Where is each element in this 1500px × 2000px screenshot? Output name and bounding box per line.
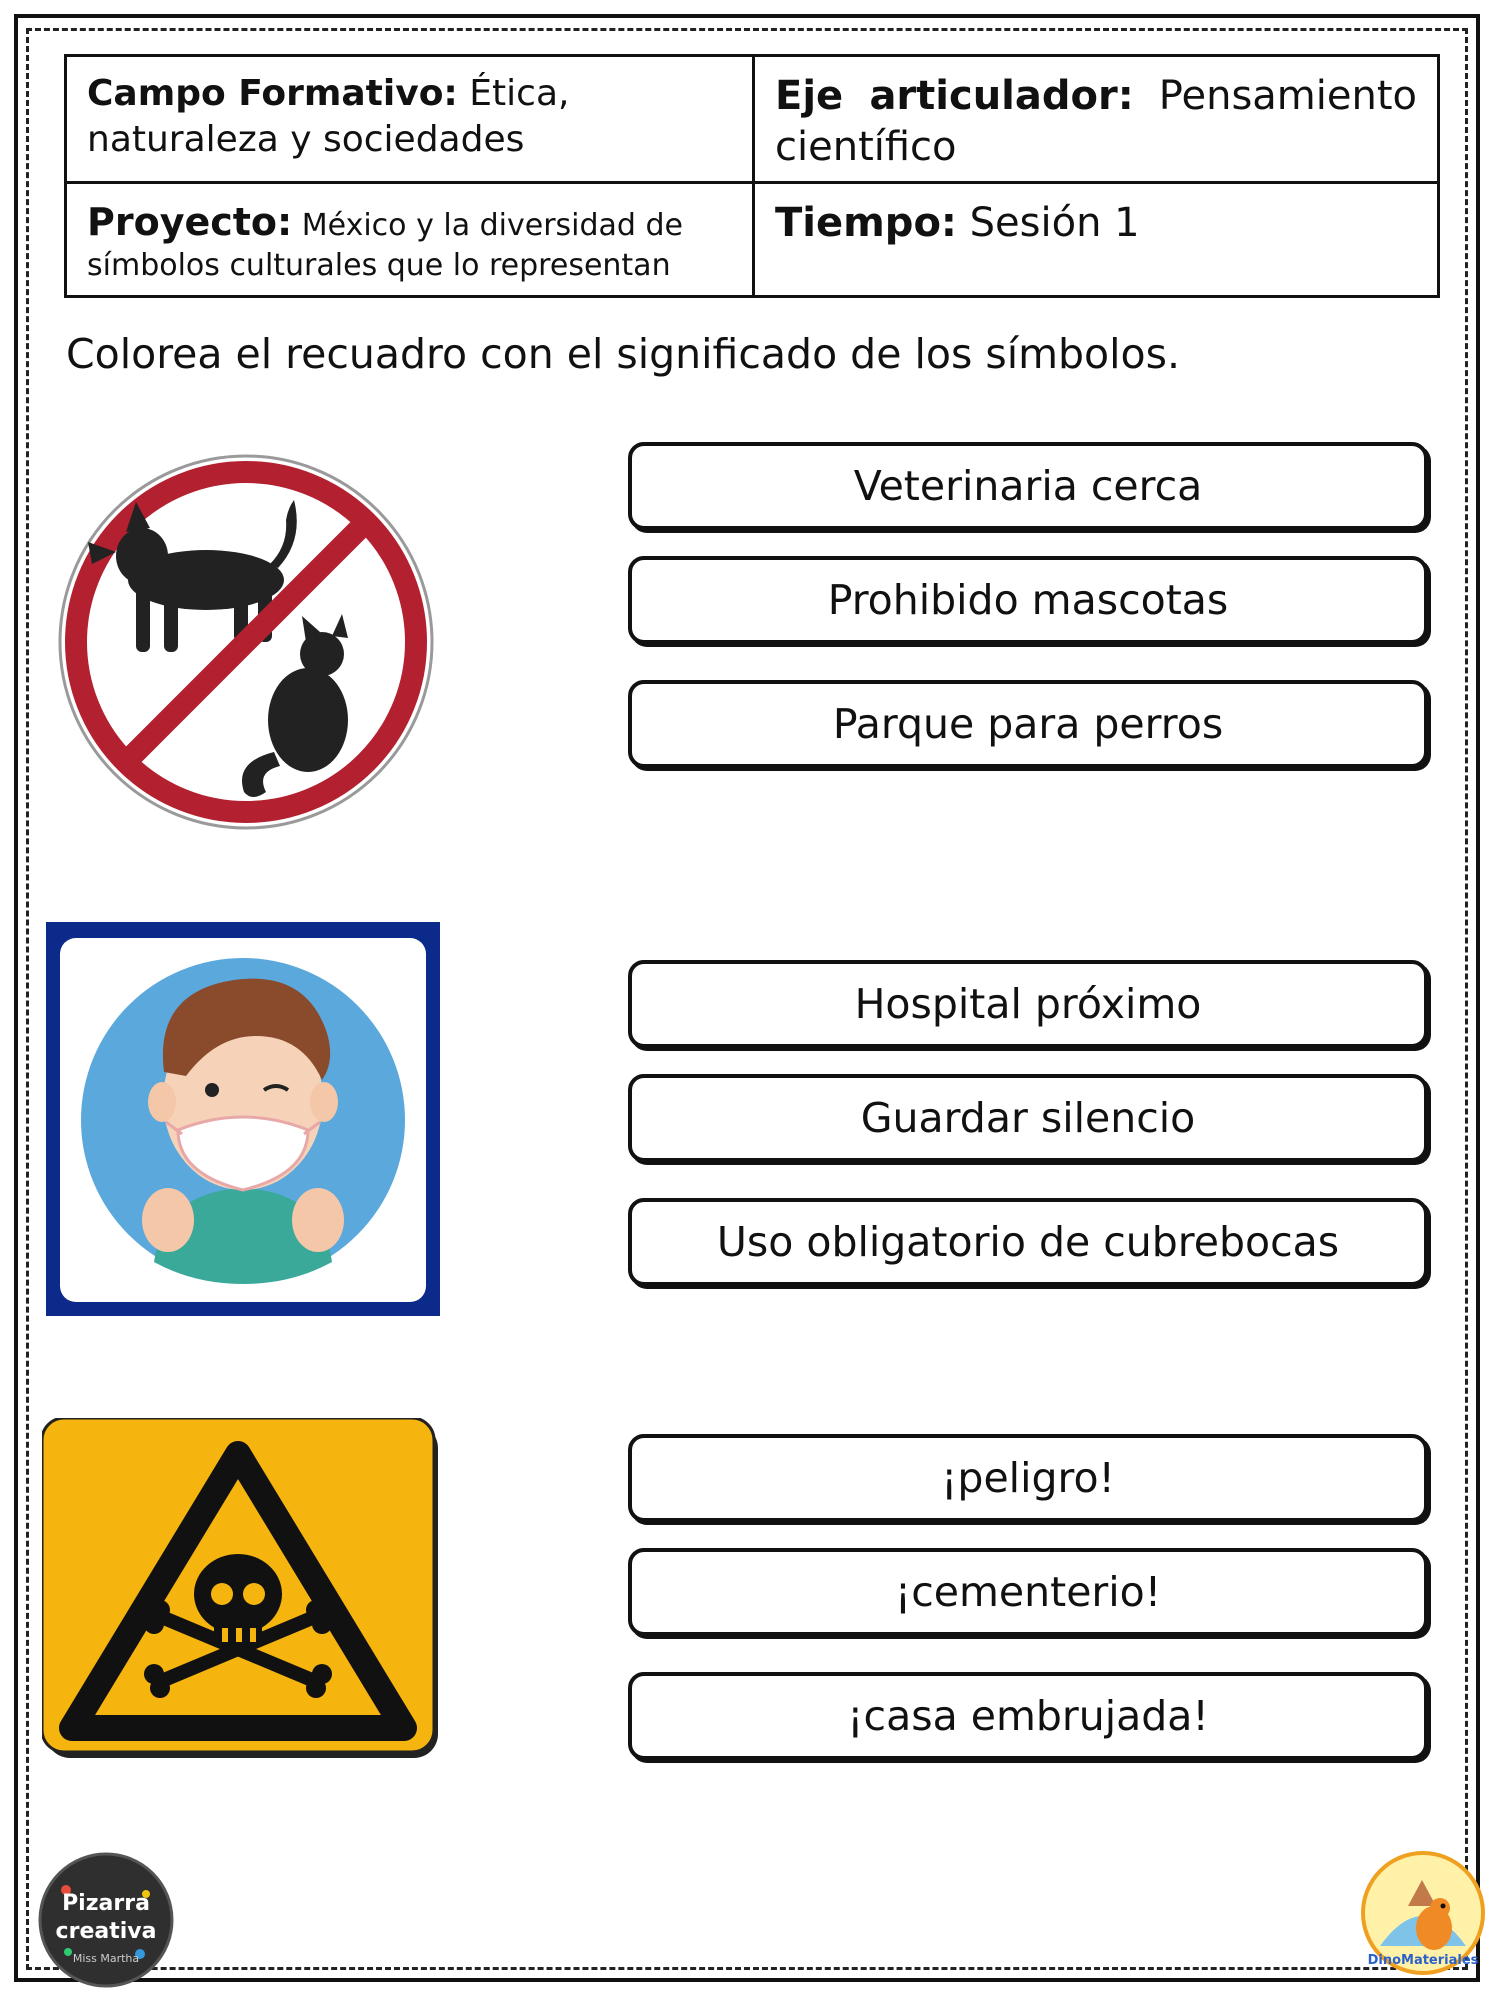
campo-formativo-cell xyxy=(67,57,755,184)
option-casa-embrujada[interactable]: ¡casa embrujada! xyxy=(628,1672,1428,1760)
eje-value: Pensamiento científico xyxy=(775,73,1417,171)
option-prohibido-mascotas[interactable]: Prohibido mascotas xyxy=(628,556,1428,644)
eje-label: Eje articulador: xyxy=(775,73,1134,119)
logo-left-line1: Pizarra xyxy=(62,1891,150,1916)
proyecto-label: Proyecto: xyxy=(87,200,293,244)
logo-right-text: DinoMateriales xyxy=(1367,1953,1479,1968)
dinomateriales-logo xyxy=(1360,1850,1486,1976)
option-uso-obligatorio-cubrebocas[interactable]: Uso obligatorio de cubrebocas xyxy=(628,1198,1428,1286)
option-parque-para-perros[interactable]: Parque para perros xyxy=(628,680,1428,768)
option-veterinaria-cerca[interactable]: Veterinaria cerca xyxy=(628,442,1428,530)
option-cementerio[interactable]: ¡cementerio! xyxy=(628,1548,1428,1636)
logo-left-small: Miss Martha xyxy=(72,1952,140,1965)
option-hospital-proximo[interactable]: Hospital próximo xyxy=(628,960,1428,1048)
pizarra-creativa-logo xyxy=(36,1850,176,1990)
tiempo-cell xyxy=(755,184,1437,295)
toxic-warning-sign-icon xyxy=(42,1418,442,1762)
proyecto-cell xyxy=(67,184,755,295)
face-mask-sign-icon xyxy=(46,922,440,1316)
tiempo-label: Tiempo: xyxy=(775,200,957,246)
header-table xyxy=(64,54,1440,298)
campo-label: Campo Formativo: xyxy=(87,73,458,114)
option-peligro[interactable]: ¡peligro! xyxy=(628,1434,1428,1522)
option-guardar-silencio[interactable]: Guardar silencio xyxy=(628,1074,1428,1162)
no-pets-sign-icon xyxy=(56,452,436,832)
eje-articulador-cell xyxy=(755,57,1437,184)
proyecto-value: México y la diversidad de símbolos culturales que lo representan xyxy=(87,208,684,283)
instruction-text: Colorea el recuadro con el significado de los símbolos. xyxy=(66,330,1181,378)
campo-value: Ética, naturaleza y sociedades xyxy=(87,73,570,161)
tiempo-value: Sesión 1 xyxy=(969,200,1140,246)
logo-left-line2: creativa xyxy=(55,1919,157,1944)
